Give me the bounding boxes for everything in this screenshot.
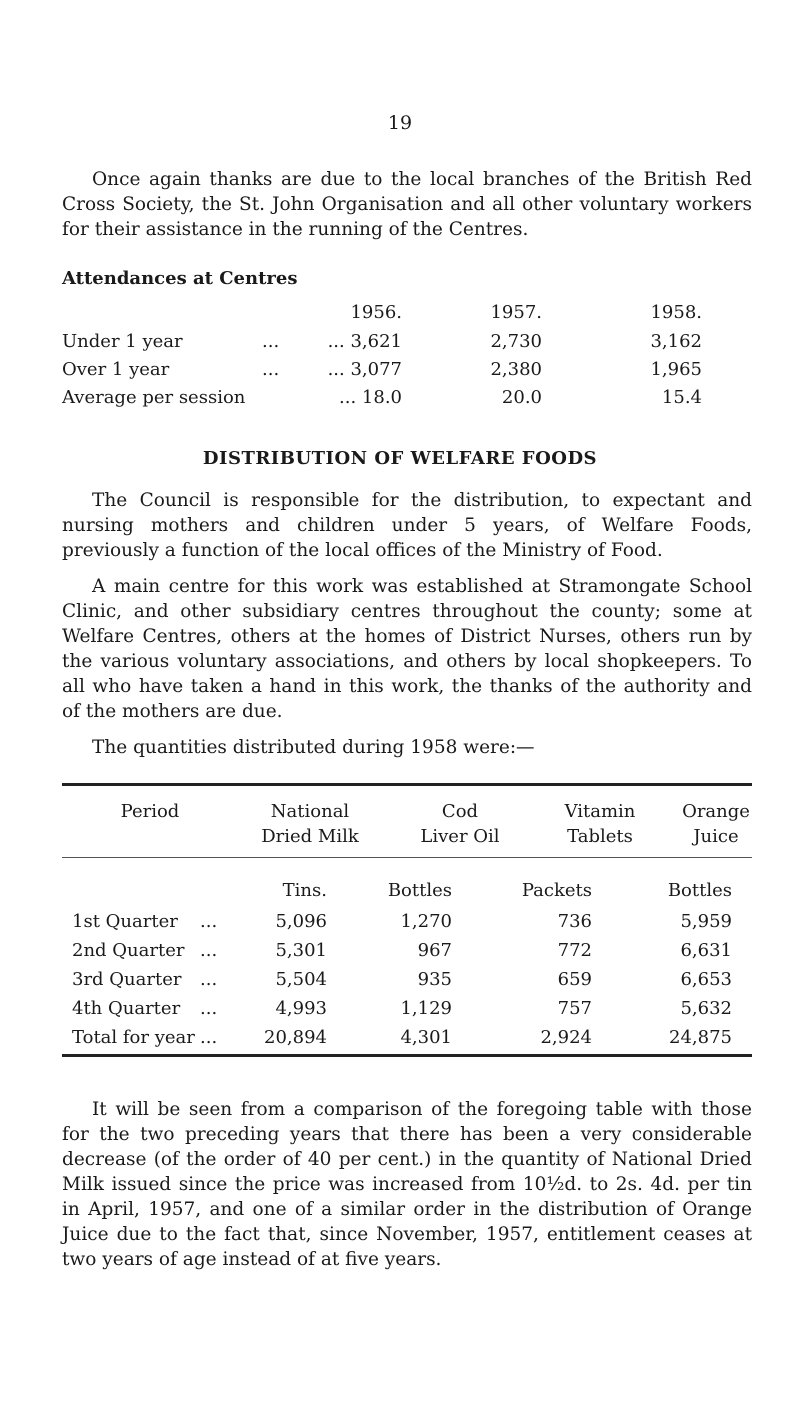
leader-dots: ... bbox=[262, 359, 280, 380]
value-cod: 967 bbox=[417, 940, 452, 961]
col-header-line: Liver Oil bbox=[420, 826, 500, 847]
attendance-1957: 20.0 bbox=[501, 387, 542, 408]
leader-dots: ... bbox=[262, 331, 280, 352]
col-header-line: Cod bbox=[441, 801, 479, 822]
closing-paragraph: It will be seen from a comparison of the foregoing table with those for the two preceding years that there has been a very considerable decrease (of the order of 40 per cent.) in the quantity of National Dried Milk issued since the price was increased from 10½d. to 2s. 4d. per tin in April, 1957, and one of a similar order in the distribution of Orange Juice due to the fact that, since November, 1957, entitlement ceases at two years of age instead of at five years. bbox=[62, 1099, 752, 1270]
leader-dots: ... bbox=[327, 331, 345, 352]
attendance-row bbox=[62, 359, 762, 383]
value-vitamin: 659 bbox=[557, 969, 592, 990]
unit-orange: Bottles bbox=[667, 880, 732, 901]
value-vitamin: 736 bbox=[557, 911, 592, 932]
attendance-row bbox=[62, 387, 762, 411]
attendance-row bbox=[62, 331, 762, 355]
table-row bbox=[62, 911, 752, 935]
value-cod: 935 bbox=[417, 969, 452, 990]
attendance-1956 bbox=[302, 359, 402, 380]
attendance-1956 bbox=[302, 331, 402, 352]
leader-dots: ... bbox=[200, 940, 218, 961]
attendance-1958: 15.4 bbox=[661, 387, 702, 408]
value-vitamin: 2,924 bbox=[540, 1027, 592, 1048]
year-1956: 1956. bbox=[350, 302, 402, 323]
col-header-line: Period bbox=[120, 801, 180, 822]
value-milk: 20,894 bbox=[264, 1027, 327, 1048]
value-orange: 6,631 bbox=[680, 940, 732, 961]
distribution-paragraph-2: A main centre for this work was established at Stramongate School Clinic, and other subsidiary centres throughout the county; some at Welfare Centres, others at the homes of District Nurses, others run by the various voluntary associations, and others by local shopkeepers. To all who have taken a hand in this work, the thanks of the authority and of the mothers are due. bbox=[62, 576, 752, 722]
unit-vitamin: Packets bbox=[521, 880, 592, 901]
table-row bbox=[62, 969, 752, 993]
value: 18.0 bbox=[361, 387, 402, 408]
year-1958: 1958. bbox=[650, 302, 702, 323]
col-header-milk bbox=[245, 799, 375, 849]
col-header-vitamin bbox=[535, 799, 665, 849]
value-cod: 4,301 bbox=[400, 1027, 452, 1048]
value-milk: 5,301 bbox=[275, 940, 327, 961]
units-row bbox=[62, 880, 752, 904]
attendance-1956 bbox=[302, 387, 402, 408]
col-header-line: Juice bbox=[693, 826, 739, 847]
value-cod: 1,270 bbox=[400, 911, 452, 932]
attendance-1957: 2,730 bbox=[490, 331, 542, 352]
value-orange: 5,959 bbox=[680, 911, 732, 932]
leader-dots: ... bbox=[200, 998, 218, 1019]
col-header-period bbox=[90, 799, 210, 824]
leader-dots: ... bbox=[327, 359, 345, 380]
leader-dots: ... bbox=[200, 1027, 218, 1048]
value-orange: 24,875 bbox=[669, 1027, 732, 1048]
period-label: 1st Quarter bbox=[72, 911, 178, 932]
year-1957: 1957. bbox=[490, 302, 542, 323]
table-row bbox=[62, 940, 752, 964]
value: 3,077 bbox=[350, 359, 402, 380]
distribution-paragraph-3: The quantities distributed during 1958 were:— bbox=[92, 737, 535, 758]
col-header-line: National bbox=[270, 801, 350, 822]
value-vitamin: 772 bbox=[557, 940, 592, 961]
col-header-orange bbox=[656, 799, 776, 849]
attendances-heading: Attendances at Centres bbox=[62, 268, 298, 289]
col-header-line: Tablets bbox=[567, 826, 633, 847]
table-row bbox=[62, 998, 752, 1022]
table-top-rule bbox=[62, 783, 752, 786]
attendance-years-row bbox=[62, 302, 762, 326]
col-header-line: Vitamin bbox=[564, 801, 636, 822]
value-vitamin: 757 bbox=[557, 998, 592, 1019]
leader-dots: ... bbox=[339, 387, 357, 408]
period-label: 3rd Quarter bbox=[72, 969, 182, 990]
leader-dots: ... bbox=[200, 911, 218, 932]
unit-cod: Bottles bbox=[387, 880, 452, 901]
attendance-1958: 1,965 bbox=[650, 359, 702, 380]
attendance-label: Over 1 year bbox=[62, 359, 170, 380]
value-orange: 5,632 bbox=[680, 998, 732, 1019]
col-header-line: Orange bbox=[682, 801, 750, 822]
col-header-line: Dried Milk bbox=[261, 826, 359, 847]
distribution-heading: DISTRIBUTION OF WELFARE FOODS bbox=[202, 448, 598, 469]
leader-dots: ... bbox=[200, 969, 218, 990]
value-milk: 5,504 bbox=[275, 969, 327, 990]
value-milk: 5,096 bbox=[275, 911, 327, 932]
value-orange: 6,653 bbox=[680, 969, 732, 990]
value: 3,621 bbox=[350, 331, 402, 352]
table-bottom-rule bbox=[62, 1054, 752, 1057]
col-header-cod bbox=[395, 799, 525, 849]
attendance-label: Under 1 year bbox=[62, 331, 183, 352]
period-label: 2nd Quarter bbox=[72, 940, 185, 961]
period-label: Total for year bbox=[72, 1027, 195, 1048]
table-row-total bbox=[62, 1027, 752, 1051]
page-number: 19 bbox=[387, 112, 413, 134]
unit-milk: Tins. bbox=[282, 880, 327, 901]
value-cod: 1,129 bbox=[400, 998, 452, 1019]
period-label: 4th Quarter bbox=[72, 998, 181, 1019]
table-header-rule bbox=[62, 857, 752, 858]
attendance-label: Average per session bbox=[62, 387, 246, 408]
attendance-1958: 3,162 bbox=[650, 331, 702, 352]
distribution-paragraph-1: The Council is responsible for the distribution, to expectant and nursing mothers and children under 5 years, of Welfare Foods, previously a function of the local offices of the Ministry of Food. bbox=[62, 490, 752, 561]
value-milk: 4,993 bbox=[275, 998, 327, 1019]
intro-paragraph: Once again thanks are due to the local branches of the British Red Cross Society, the St. John Organisation and all other voluntary workers for their assistance in the running of the Centres. bbox=[62, 169, 752, 240]
attendance-1957: 2,380 bbox=[490, 359, 542, 380]
